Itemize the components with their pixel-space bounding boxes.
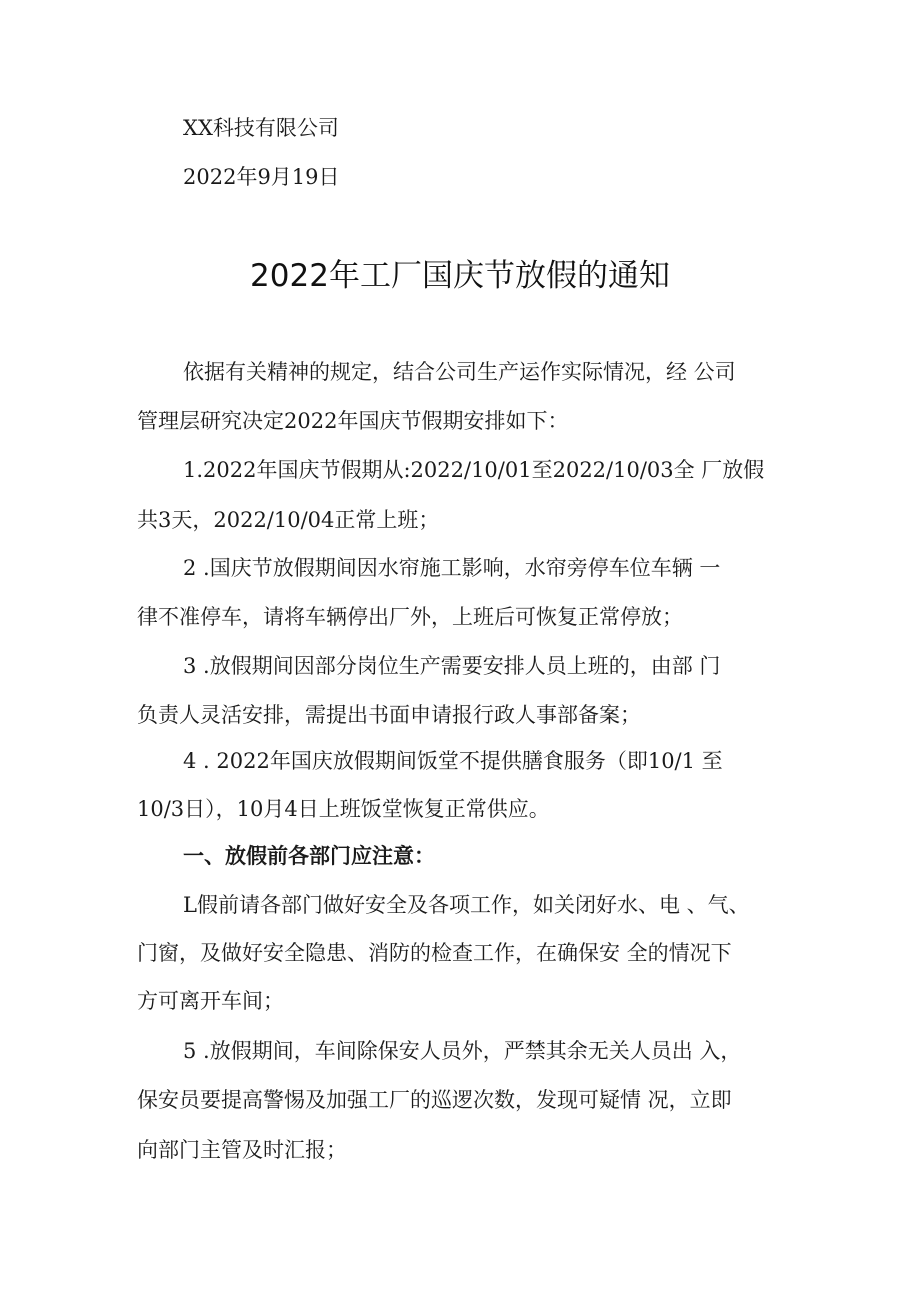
- paragraph-line: 律不准停车，请将车辆停出厂外，上班后可恢复正常停放；: [137, 605, 683, 629]
- paragraph-line: 管理层研究决定2022年国庆节假期安排如下：: [137, 409, 569, 433]
- paragraph-line: 负责人灵活安排，需提出书面申请报行政人事部备案；: [137, 703, 641, 727]
- paragraph-line: 4 . 2022年国庆放假期间饭堂不提供膳食服务（即10/1 至: [183, 749, 723, 773]
- section-heading: 一、放假前各部门应注意：: [183, 844, 435, 868]
- paragraph-line: 3 .放假期间因部分岗位生产需要安排人员上班的，由部 门: [183, 654, 721, 678]
- company-name: XX科技有限公司: [183, 116, 339, 140]
- paragraph-line: 依据有关精神的规定，结合公司生产运作实际情况，经 公司: [183, 360, 736, 384]
- paragraph-line: 方可离开车间；: [137, 989, 284, 1013]
- paragraph-line: 向部门主管及时汇报；: [137, 1138, 347, 1162]
- paragraph-line: 保安员要提高警惕及加强工厂的巡逻次数，发现可疑情 况，立即: [137, 1088, 732, 1112]
- paragraph-line: 10/3日），10月4日上班饭堂恢复正常供应。: [137, 797, 550, 821]
- paragraph-line: 共3天，2022/10/04正常上班；: [137, 508, 440, 532]
- paragraph-line: 1.2022年国庆节假期从:2022/10/01至2022/10/03全 厂放假: [183, 458, 765, 482]
- paragraph-line: 2 .国庆节放假期间因水帘施工影响，水帘旁停车位车辆 一: [183, 556, 721, 580]
- notice-date: 2022年9月19日: [183, 165, 340, 189]
- paragraph-line: 5 .放假期间，车间除保安人员外，严禁其余无关人员出 入，: [183, 1039, 742, 1063]
- paragraph-line: 门窗，及做好安全隐患、消防的检查工作，在确保安 全的情况下: [137, 941, 732, 965]
- paragraph-line: L假前请各部门做好安全及各项工作，如关闭好水、电 、气、: [183, 893, 750, 917]
- document-title: 2022年工厂国庆节放假的通知: [250, 258, 670, 294]
